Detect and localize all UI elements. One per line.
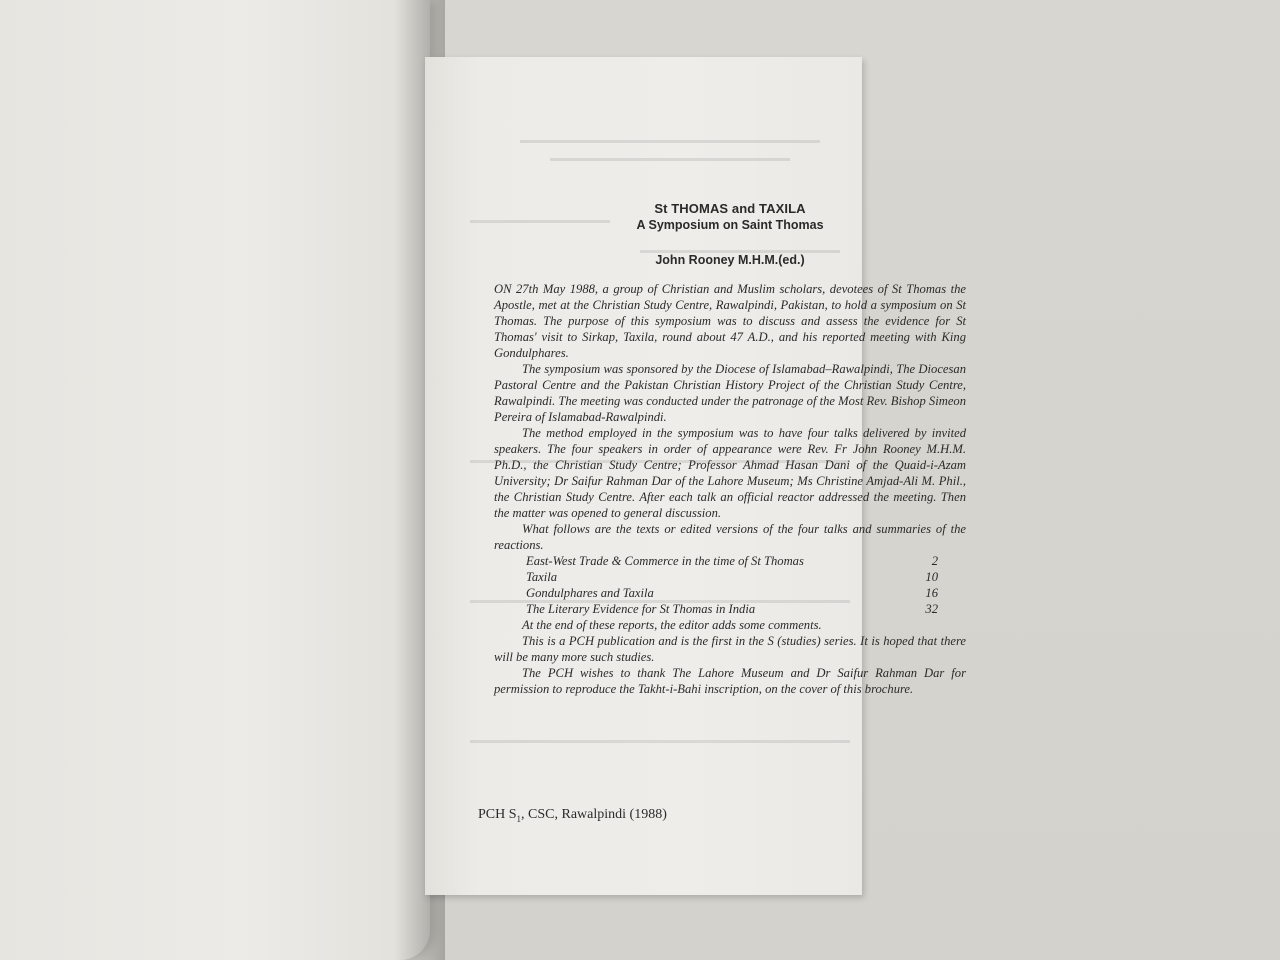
contents-entry-page: 32 <box>925 602 938 616</box>
page-text-block <box>494 200 966 697</box>
contents-entry-title: Gondulphares and Taxila <box>526 586 654 600</box>
contents-entry-title: East-West Trade & Commerce in the time of St Thomas <box>526 554 804 568</box>
footer-subscript: 1 <box>516 813 522 824</box>
contents-list <box>494 553 938 617</box>
contents-entry <box>526 601 938 617</box>
paragraph-method: The method employed in the symposium was to have four talks delivered by invited speakers. The four speakers in order of appearance were Rev. Fr John Rooney M.H.M. Ph.D., the Christian Study Centre; Professor Ahmad Hasan Dani of the Quaid-i-Azam University; Dr Saifur Rahman Dar of the Lahore Museum; Ms Christine Amjad-Ali M. Phil., the Christian Study Centre. After each talk an official reactor addressed the meeting. Then the matter was opened to general discussion. <box>494 426 966 520</box>
contents-entry-title: The Literary Evidence for St Thomas in India <box>526 602 756 616</box>
contents-entry-page: 16 <box>925 586 938 600</box>
contents-entry-title: Taxila <box>526 570 558 584</box>
footer-rest: , CSC, Rawalpindi (1988) <box>521 807 667 822</box>
editor-credit: John Rooney M.H.M.(ed.) <box>655 253 805 267</box>
contents-entry-page: 10 <box>925 570 938 584</box>
contents-entry-page: 2 <box>931 554 938 568</box>
paragraph-acknowledgement: The PCH wishes to thank The Lahore Museum and Dr Saifur Rahman Dar for permission to reproduce the Takht-i-Bahi inscription, on the cover of this brochure. <box>494 666 966 696</box>
publication-footer <box>478 807 667 824</box>
paragraph-what-follows: What follows are the texts or edited versions of the four talks and summaries of the reactions. <box>494 522 966 552</box>
page-subtitle: A Symposium on Saint Thomas <box>636 218 824 232</box>
paragraph-sponsors: The symposium was sponsored by the Diocese of Islamabad–Rawalpindi, The Diocesan Pastoral Centre and the Pakistan Christian History Project of the Christian Study Centre, Rawalpindi. The meeting was conducted under the patronage of the Most Rev. Bishop Simeon Pereira of Islamabad-Rawalpindi. <box>494 362 966 424</box>
contents-entry <box>526 569 938 585</box>
page-title: St THOMAS and TAXILA <box>654 201 806 216</box>
contents-entry <box>526 553 938 569</box>
paragraph-publication-note: This is a PCH publication and is the first in the S (studies) series. It is hoped that there will be many more such studies. <box>494 634 966 664</box>
paragraph-intro: ON 27th May 1988, a group of Christian and Muslim scholars, devotees of St Thomas the Apostle, met at the Christian Study Centre, Rawalpindi, Pakistan, to hold a symposium on St Thomas. The purpose of this symposium was to discuss and assess the evidence for St Thomas' visit to Sirkap, Taxila, round about 47 A.D., and his reported meeting with King Gondulphares. <box>494 282 966 360</box>
left-blank-page <box>0 0 430 960</box>
paragraph-editor-comments: At the end of these reports, the editor adds some comments. <box>522 618 822 632</box>
contents-entry <box>526 585 938 601</box>
footer-prefix: PCH S <box>478 807 517 822</box>
